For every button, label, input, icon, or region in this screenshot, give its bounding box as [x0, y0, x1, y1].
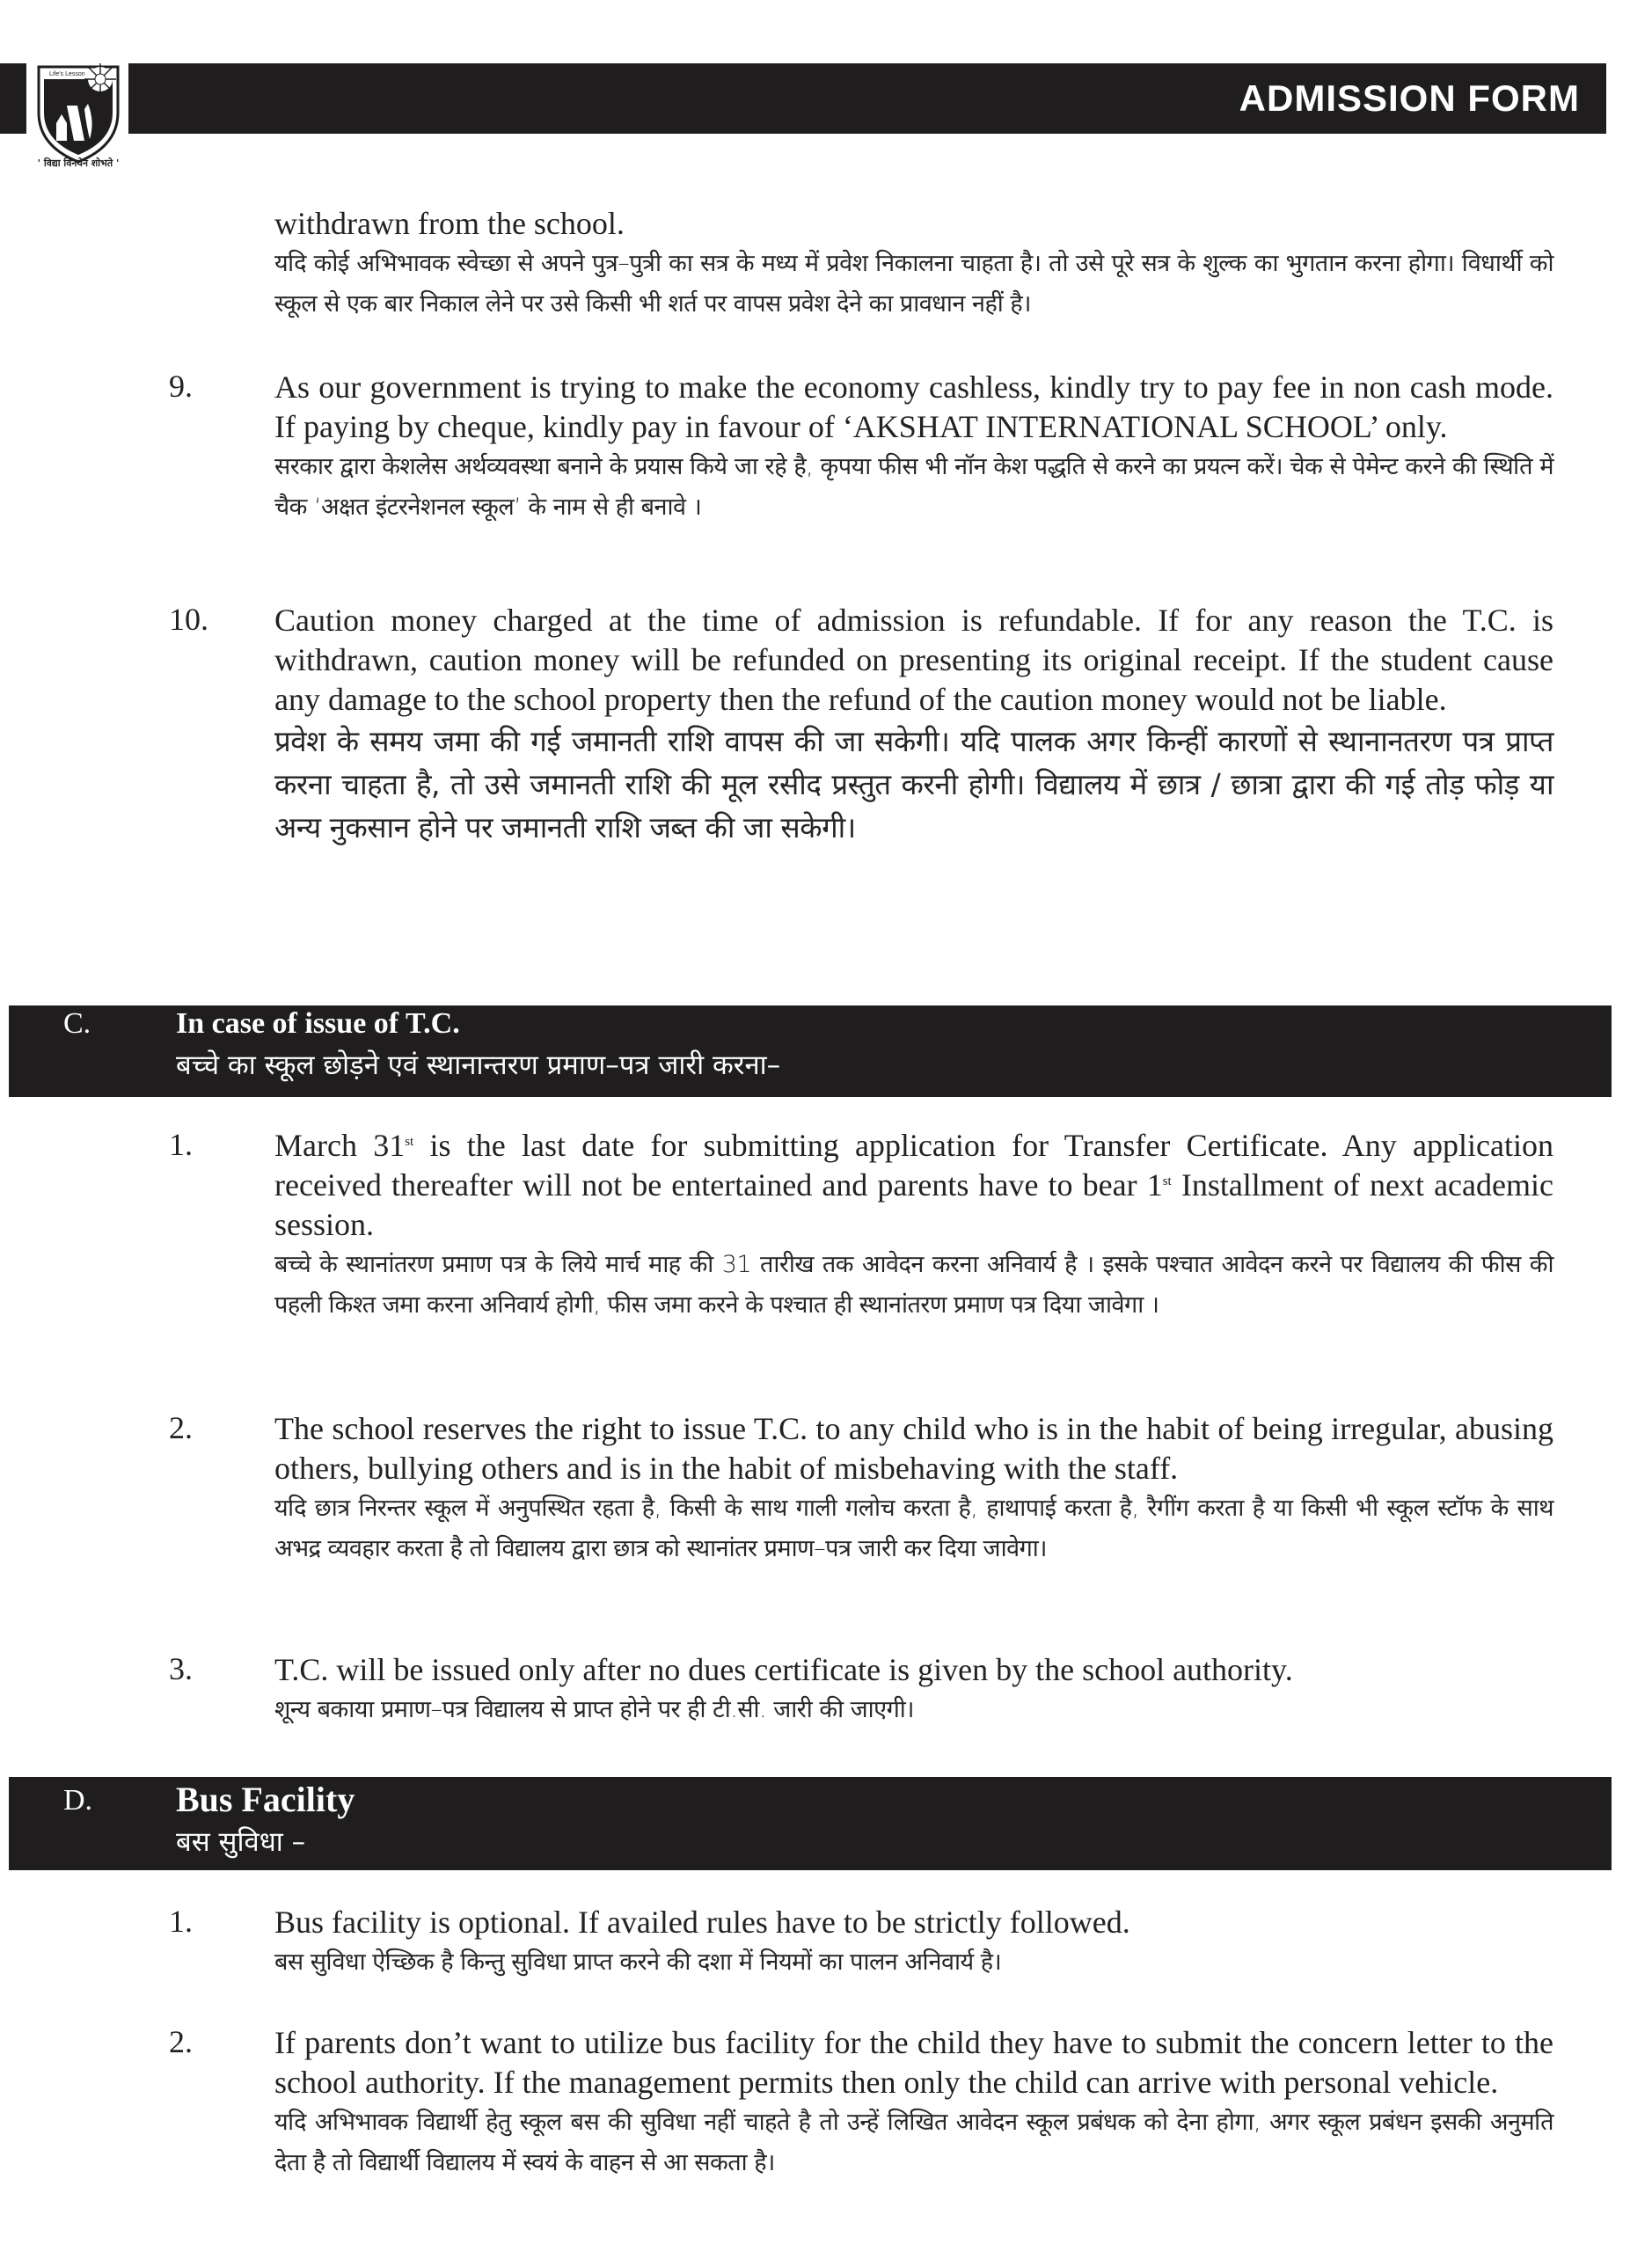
header-bar: [128, 63, 1606, 134]
item-text-en: As our government is trying to make the economy cashless, kindly try to pay fee in non cash mode. If paying by cheque, kindly pay in favour of ‘AKSHAT INTERNATIONAL SCHOOL’ only.: [274, 369, 1553, 444]
list-item: [274, 1903, 1553, 1983]
item-number: 2.: [169, 2024, 193, 2059]
svg-text:Life's Lesson: Life's Lesson: [49, 71, 85, 77]
item-text-hi: यदि छात्र निरन्तर स्कूल में अनुपस्थित रहता है, किसी के साथ गाली गलोच करता है, हाथापाई करता है, रैगींग करता है या किसी भी स्कूल स्टॉफ के साथ अभद्र व्यवहार करता है तो विद्यालय द्वारा छात्र को स्थानांतर प्रमाण–पत्र जारी कर दिया जावेगा।: [274, 1495, 1553, 1562]
school-crest-icon: [32, 60, 125, 164]
page-title: ADMISSION FORM: [1239, 77, 1580, 119]
section-c-header: [9, 1005, 1612, 1097]
item-text-en: Caution money charged at the time of admission is refundable. If for any reason the T.C. is withdrawn, caution money will be refunded on presenting its original receipt. If the student cause any damage to the school property then the refund of the caution money would not be liable.: [274, 603, 1553, 717]
section-title-en: Bus Facility: [176, 1780, 355, 1819]
item-text-hi: यदि अभिभावक विद्यार्थी हेतु स्कूल बस की सुविधा नहीं चाहते है तो उन्हें लिखित आवेदन स्कूल प्रबंधक को देना होगा, अगर स्कूल प्रबंधन इसकी अनुमति देता है तो विद्यार्थी विद्यालय में स्वयं के वाहन से आ सकता है।: [274, 2109, 1553, 2176]
list-item: [274, 1650, 1553, 1730]
item-number: 1.: [169, 1127, 193, 1162]
item-text-hi: शून्य बकाया प्रमाण–पत्र विद्यालय से प्राप्त होने पर ही टी.सी. जारी की जाएगी।: [274, 1696, 915, 1723]
item-text-hi: बच्चे के स्थानांतरण प्रमाण पत्र के लिये मार्च माह की 31 तारीख तक आवेदन करना अनिवार्य है । इसके पश्चात आवेदन करने पर विद्यालय की फीस की पहली किश्त जमा करना अनिवार्य होगी, फीस जमा करने के पश्चात ही स्थानांतरण प्रमाण पत्र दिया जावेगा ।: [274, 1251, 1553, 1319]
item-number: 10.: [169, 602, 208, 637]
item-text-hi: प्रवेश के समय जमा की गई जमानती राशि वापस की जा सकेगी। यदि पालक अगर किन्हीं कारणों से स्थानानतरण पत्र प्राप्त करना चाहता है, तो उसे जमानती राशि की मूल रसीद प्रस्तुत करनी होगी। विद्यालय में छात्र / छात्रा द्वारा की गई तोड़ फोड़ या अन्य नुकसान होने पर जमानती राशि जब्त की जा सकेगी।: [274, 724, 1553, 844]
item-number: 3.: [169, 1651, 193, 1686]
item-text-en: [274, 1126, 1553, 1245]
section-title-hi: बच्चे का स्कूल छोड़ने एवं स्थानान्तरण प्रमाण–पत्र जारी करना–: [176, 1049, 781, 1081]
continuation-en: withdrawn from the school.: [274, 206, 625, 241]
item-number: 2.: [169, 1410, 193, 1445]
section-letter: D.: [63, 1784, 93, 1817]
text-span: March 31: [274, 1128, 406, 1163]
item-text-hi: सरकार द्वारा केशलेस अर्थव्यवस्था बनाने के प्रयास किये जा रहे है, कृपया फीस भी नॉन केश पद्धति से करने का प्रयत्न करें। चेक से पेमेन्ट करने की स्थिति में चैक ‘अक्षत इंटरनेशनल स्कूल’ के नाम से ही बनावे ।: [274, 453, 1553, 521]
text-span: is the last date for submitting application for Transfer Certificate. Any application received thereafter will not be entertained and parents have to bear 1: [274, 1128, 1553, 1203]
section-title-en: In case of issue of T.C.: [176, 1007, 460, 1040]
section-letter: C.: [63, 1007, 91, 1040]
item-text-en: The school reserves the right to issue T.C. to any child who is in the habit of being irregular, abusing others, bullying others and is in the habit of misbehaving with the staff.: [274, 1411, 1553, 1486]
superscript: st: [1162, 1174, 1172, 1188]
continuation-hi: यदि कोई अभिभावक स्वेच्छा से अपने पुत्र–पुत्री का सत्र के मध्य में प्रवेश निकालना चाहता है। तो उसे पूरे सत्र के शुल्क का भुगतान करना होगा। विधार्थी को स्कूल से एक बार निकाल लेने पर उसे किसी भी शर्त पर वापस प्रवेश देने का प्रावधान नहीं है।: [274, 250, 1553, 318]
list-item: [274, 2023, 1553, 2183]
section-title-hi: बस सुविधा –: [176, 1826, 306, 1858]
school-motto: ' विद्या विनयेन शोभते ': [37, 157, 120, 169]
item-text-en: If parents don’t want to utilize bus facility for the child they have to submit the concern letter to the school authority. If the management permits then only the child can arrive with personal vehicle.: [274, 2025, 1553, 2100]
text-span: Installment of next academic session.: [274, 1167, 1553, 1242]
item-text-en: T.C. will be issued only after no dues certificate is given by the school authority.: [274, 1652, 1293, 1687]
section-d-header: [9, 1777, 1612, 1870]
list-item: [274, 1126, 1553, 1326]
item-text-en: Bus facility is optional. If availed rules have to be strictly followed.: [274, 1905, 1130, 1940]
list-item: [274, 601, 1553, 849]
list-item: [274, 1409, 1553, 1569]
item-text-hi: बस सुविधा ऐच्छिक है किन्तु सुविधा प्राप्त करने की दशा में नियमों का पालन अनिवार्य है।: [274, 1949, 1002, 1976]
item-number: 9.: [169, 369, 193, 404]
list-item: [274, 368, 1553, 528]
header-bar-left: [0, 63, 26, 134]
item-number: 1.: [169, 1904, 193, 1939]
continuation-block: [274, 204, 1553, 325]
superscript: st: [405, 1135, 414, 1149]
